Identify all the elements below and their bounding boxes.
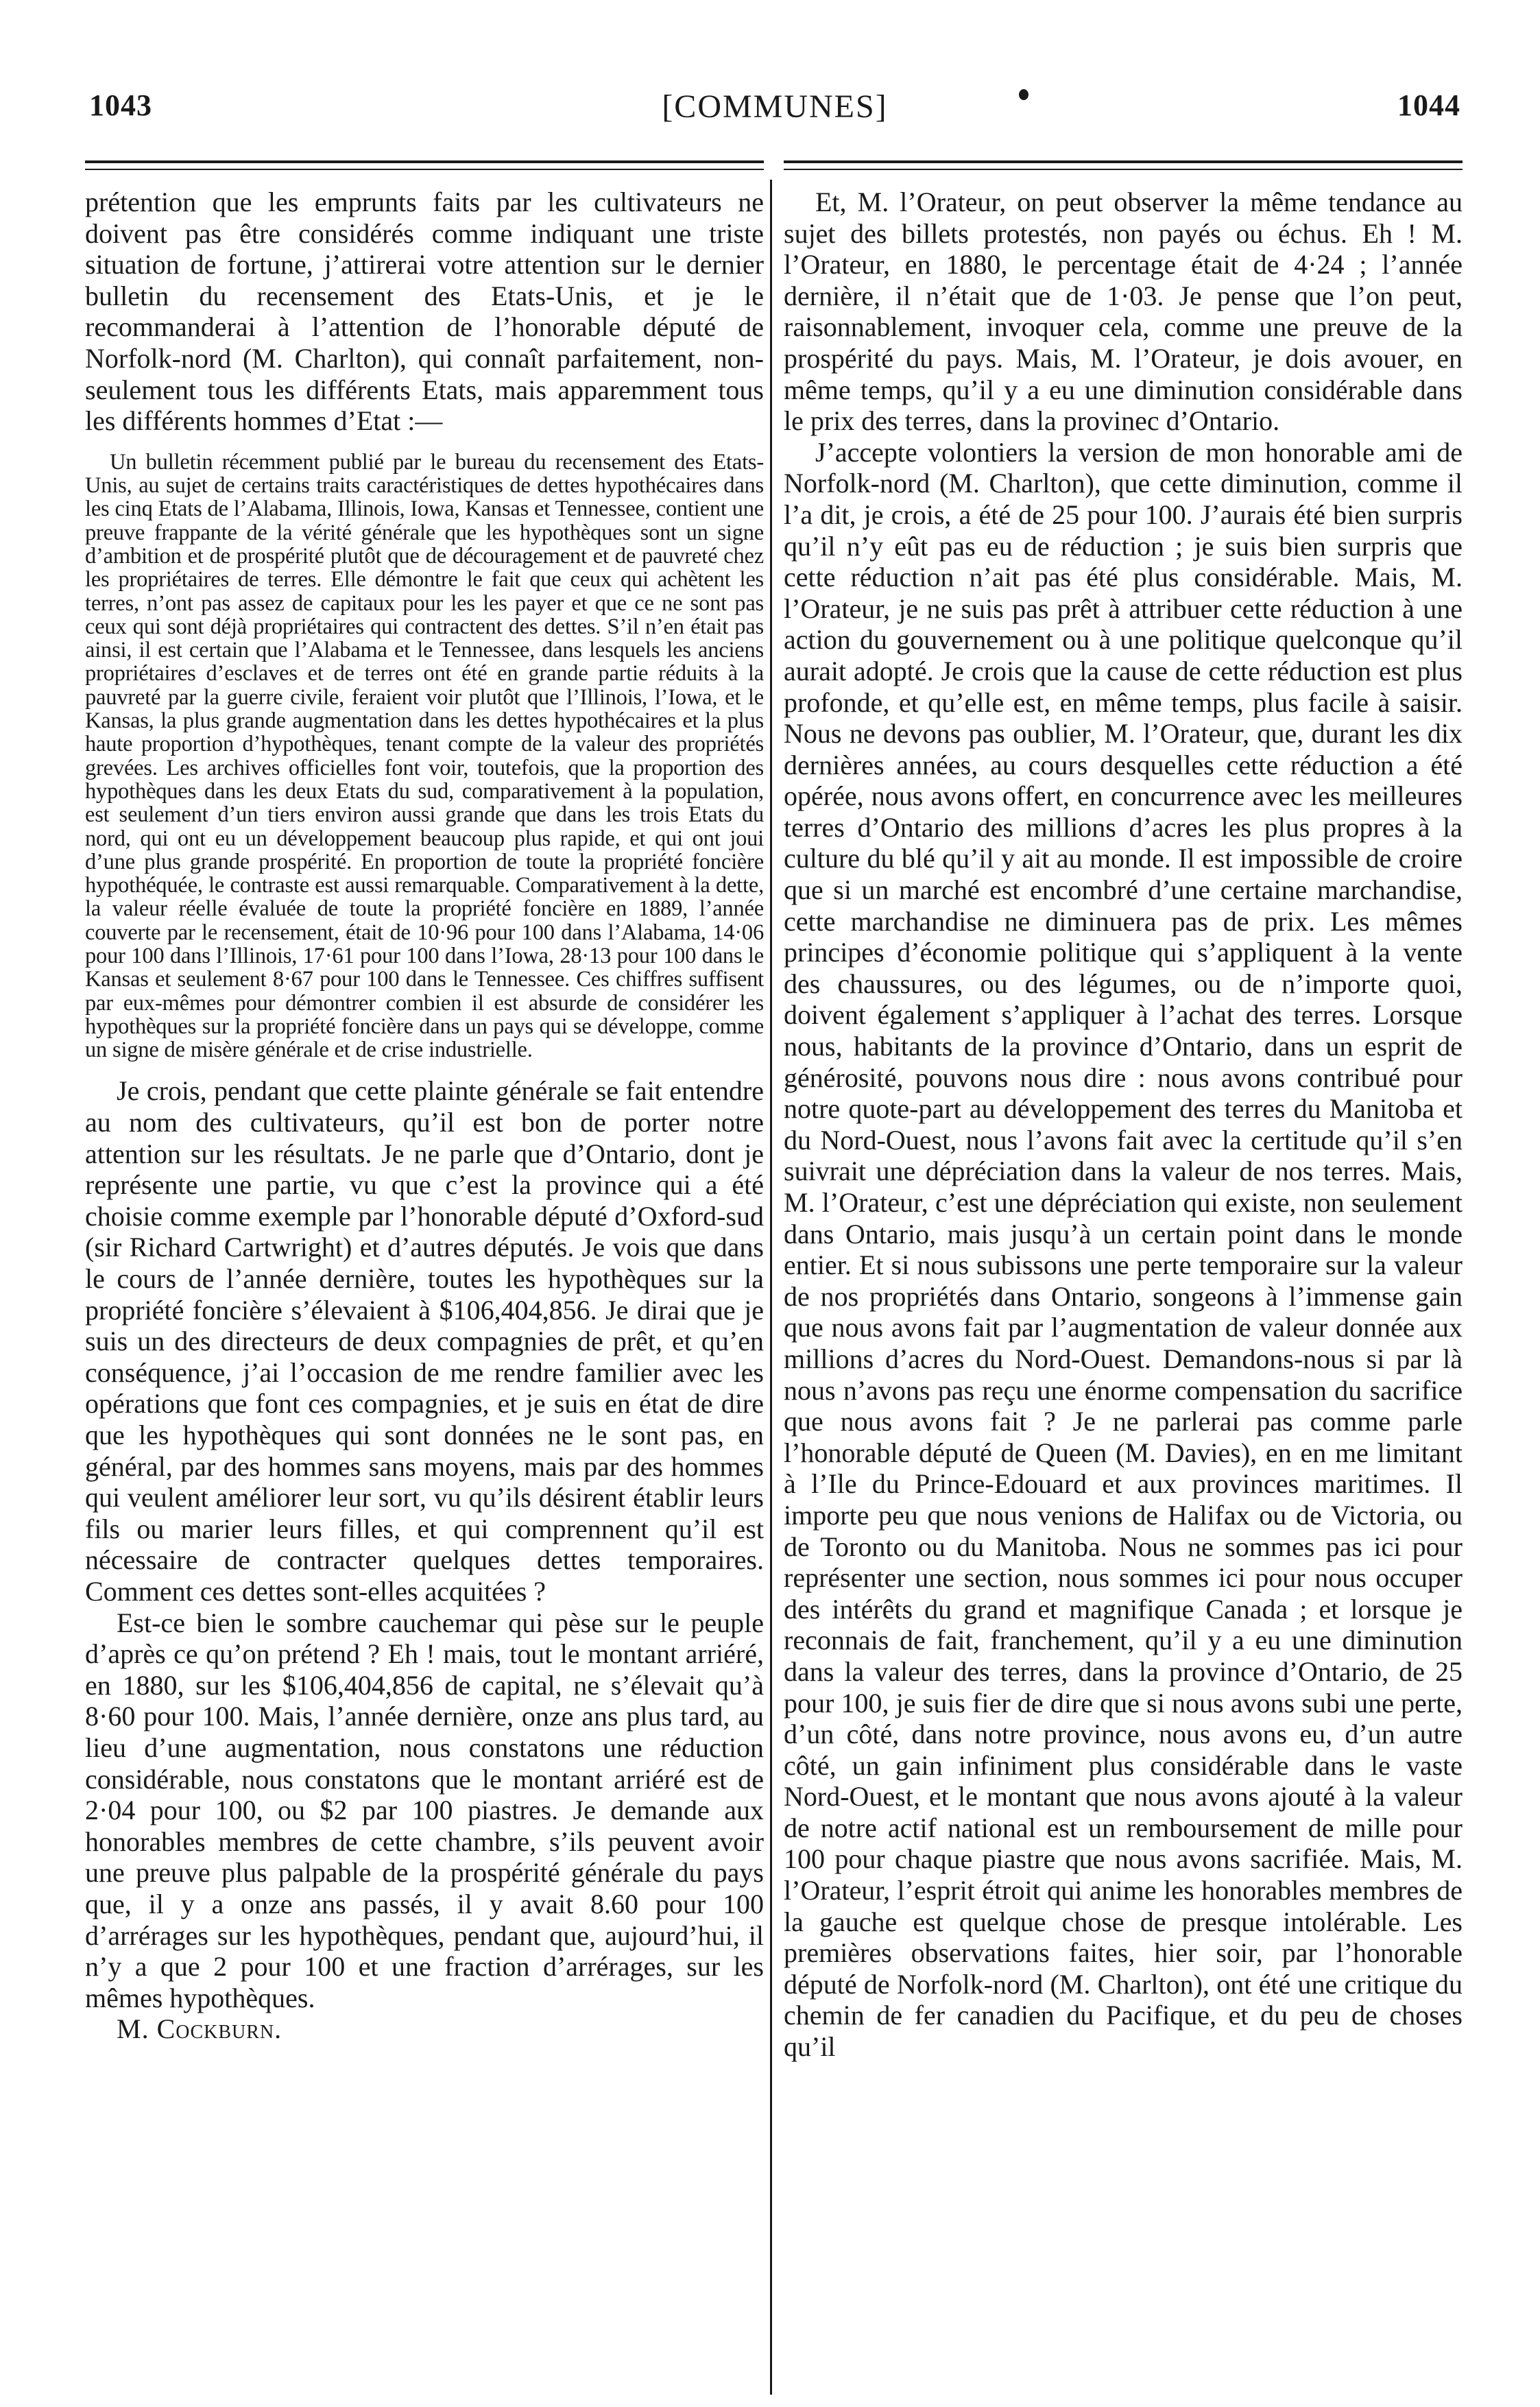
right-column — [784, 187, 1463, 2063]
page-header — [89, 88, 1460, 143]
paragraph: Je crois, pendant que cette plainte générale se fait entendre au nom des cultivateurs, qu’il est bon de porter notre attention sur les résultats. Je ne parle que d’Ontario, dont je représente une partie, vu que c’est la province qui a été choisie comme exemple par l’honorable député d’Oxford-sud (sir Richard Cartwright) et d’autres députés. Je vois que dans le cours de l’année dernière, toutes les hypothèques sur la propriété foncière s’élevaient à $106,404,856. Je dirai que je suis un des directeurs de deux compagnies de prêt, et qu’en conséquence, j’ai l’occasion de me rendre familier avec les opérations que font ces compagnies, et je suis en état de dire que les hypothèques qui sont données ne le sont pas, en général, par des hommes sans moyens, mais par des hommes qui veulent améliorer leur sort, vu qu’ils désirent établir leurs fils ou marier leurs filles, et qui comprennent qu’il est nécessaire de contracter quelques dettes temporaires. Comment ces dettes sont-elles acquitées ? — [85, 1075, 764, 1607]
header-rule-bottom-right — [784, 169, 1463, 170]
header-rule-bottom-left — [85, 169, 764, 170]
column-divider — [770, 180, 772, 2395]
header-rule-top-right — [784, 160, 1463, 163]
left-column — [85, 187, 764, 2045]
paragraph: Et, M. l’Orateur, on peut observer la même tendance au sujet des billets protestés, non payés ou échus. Eh ! M. l’Orateur, en 1880, le percentage était de 4·24 ; l’année dernière, il n’était que de 1·03. Je pense que l’on peut, raisonnablement, invoquer cela, comme une preuve de la prospérité du pays. Mais, M. l’Orateur, je dois avouer, en même temps, qu’il y a eu une diminution considérable dans le prix des terres, dans la provinec d’Ontario. — [784, 187, 1463, 437]
ink-blot — [1019, 89, 1028, 100]
header-rule-top-left — [85, 160, 764, 163]
page-title: [COMMUNES] — [662, 88, 888, 125]
speaker-signature: M. Cockburn. — [117, 2013, 282, 2045]
quoted-bulletin: Un bulletin récemment publié par le bureau du recensement des Etats-Unis, au sujet de certains traits caractéristiques de dettes hypothécaires dans les cinq Etats de l’Alabama, Illinois, Iowa, Kansas et Tennessee, contient une preuve frappante de la vérité générale que les hypothèques sont un signe d’ambition et de prospérité plutôt que de découragement et de pauvreté chez les propriétaires de terres. Elle démontre le fait que ceux qui achètent les terres, n’ont pas assez de capitaux pour les les payer et que ce ne sont pas ceux qui sont déjà propriétaires qui contractent des dettes. S’il n’en était pas ainsi, il est certain que l’Alabama et le Tennessee, dans lesquels les anciens propriétaires d’esclaves et de terres ont été en grande partie réduits à la pauvreté par la guerre civile, feraient voir plutôt que l’Illinois, l’Iowa, et le Kansas, la plus grande augmentation dans les dettes hypothécaires et la plus haute proportion d’hypothèques, tenant compte de la valeur des propriétés grevées. Les archives officielles font voir, toutefois, que la proportion des hypothèques dans les deux Etats du sud, comparativement à la population, est seulement d’un tiers environ aussi grande que dans les trois Etats du nord, qui ont eu un développement beaucoup plus rapide, et qui ont joui d’une plus grande prospérité. En proportion de toute la propriété foncière hypothéquée, le contraste est aussi remarquable. Comparativement à la dette, la valeur réelle évaluée de toute la propriété foncière en 1889, l’année couverte par le recensement, était de 10·96 pour 100 dans l’Alabama, 14·06 pour 100 dans l’Illinois, 17·61 pour 100 dans l’Iowa, 28·13 pour 100 dans le Kansas et seulement 8·67 pour 100 dans le Tennessee. Ces chiffres suffisent par eux-mêmes pour démontrer combien il est absurde de considérer les hypothèques sur la propriété foncière dans un pays qui se développe, comme un signe de misère générale et de crise industrielle. — [85, 449, 764, 1063]
page-number-left: 1043 — [89, 88, 152, 122]
page-number-right: 1044 — [1397, 88, 1460, 122]
paragraph: J’accepte volontiers la version de mon honorable ami de Norfolk-nord (M. Charlton), que cette diminution, comme il l’a dit, je crois, a été de 25 pour 100. J’aurais été bien surpris qu’il n’y eût pas eu de réduction ; je suis bien surpris que cette réduction n’ait pas été plus considérable. Mais, M. l’Orateur, je ne suis pas prêt à attribuer cette réduction à une action du gouvernement ou à une politique quelconque qu’il aurait adopté. Je crois que la cause de cette réduction est plus profonde, et qu’elle est, en même temps, plus facile à saisir. Nous ne devons pas oublier, M. l’Orateur, que, durant les dix dernières années, au cours desquelles cette réduction a été opérée, nous avons offert, en concurrence avec les meilleures terres d’Ontario des millions d’acres les plus propres à la culture du blé qu’il y ait au monde. Il est impossible de croire que si un marché est encombré d’une certaine marchandise, cette marchandise ne diminuera pas de prix. Les mêmes principes d’économie politique qui s’appliquent à la vente des chaussures, ou des légumes, ou de n’importe quoi, doivent également s’appliquer à l’achat des terres. Lorsque nous, habitants de la province d’Ontario, dans un esprit de générosité, pouvons nous dire : nous avons contribué pour notre quote-part au développement des terres du Manitoba et du Nord-Ouest, nous l’avons fait avec la certitude qu’il s’en suivrait une dépréciation dans la valeur de nos terres. Mais, M. l’Orateur, c’est une dépréciation qui existe, non seulement dans Ontario, mais jusqu’à un certain point dans le monde entier. Et si nous subissons une perte temporaire sur la valeur de nos propriétés dans Ontario, songeons à l’immense gain que nous avons fait par l’augmentation de valeur donnée aux millions d’acres du Nord-Ouest. Demandons-nous si par là nous n’avons pas reçu une énorme compensation du sacrifice que nous avons fait ? Je ne parlerai pas comme parle l’honorable député de Queen (M. Davies), en en me limitant à l’Ile du Prince-Edouard et aux provinces maritimes. Il importe peu que nous venions de Halifax ou de Victoria, ou de Toronto ou du Manitoba. Nous ne sommes pas ici pour représenter une section, nous sommes ici pour nous occuper des intérêts du grand et magnifique Canada ; et lorsque je reconnais de fait, franchement, qu’il y a eu une diminution dans la valeur des terres, dans la province d’Ontario, de 25 pour 100, je suis fier de dire que si nous avons subi une perte, d’un côté, dans notre province, nous avons eu, d’un autre côté, un gain infiniment plus considérable dans le vaste Nord-Ouest, et le montant que nous avons ajouté à la valeur de notre actif national est un remboursement de mille pour 100 pour chaque piastre que nous avons sacrifiée. Mais, M. l’Orateur, l’esprit étroit qui anime les honorables membres de la gauche est quelque chose de presque intolérable. Les premières observations faites, hier soir, par l’honorable député de Norfolk-nord (M. Charlton), ont été une critique du chemin de fer canadien du Pacifique, et du peu de choses qu’il — [784, 436, 1463, 2063]
paragraph: Est-ce bien le sombre cauchemar qui pèse sur le peuple d’après ce qu’on prétend ? Eh ! mais, tout le montant arriéré, en 1880, sur les $106,404,856 de capital, ne s’élevait qu’à 8·60 pour 100. Mais, l’année dernière, onze ans plus tard, au lieu d’une augmentation, nous constatons une réduction considérable, nous constatons que le montant arriéré est de 2·04 pour 100, ou $2 par 100 piastres. Je demande aux honorables membres de cette chambre, s’ils peuvent avoir une preuve plus palpable de la prospérité générale du pays que, il y a onze ans passés, il y avait 8.60 pour 100 d’arrérages sur les hypothèques, pendant que, aujourd’hui, il n’y a que 2 pour 100 et une fraction d’arrérages, sur les mêmes hypothèques. — [85, 1607, 764, 2013]
paragraph-continuation: prétention que les emprunts faits par les cultivateurs ne doivent pas être considérés comme indiquant une triste situation de fortune, j’attirerai votre attention sur le dernier bulletin du recensement des Etats-Unis, et je le recommanderai à l’attention de l’honorable député de Norfolk-nord (M. Charlton), qui connaît parfaitement, non-seulement tous les différents Etats, mais apparemment tous les différents hommes d’Etat :— — [85, 187, 764, 437]
